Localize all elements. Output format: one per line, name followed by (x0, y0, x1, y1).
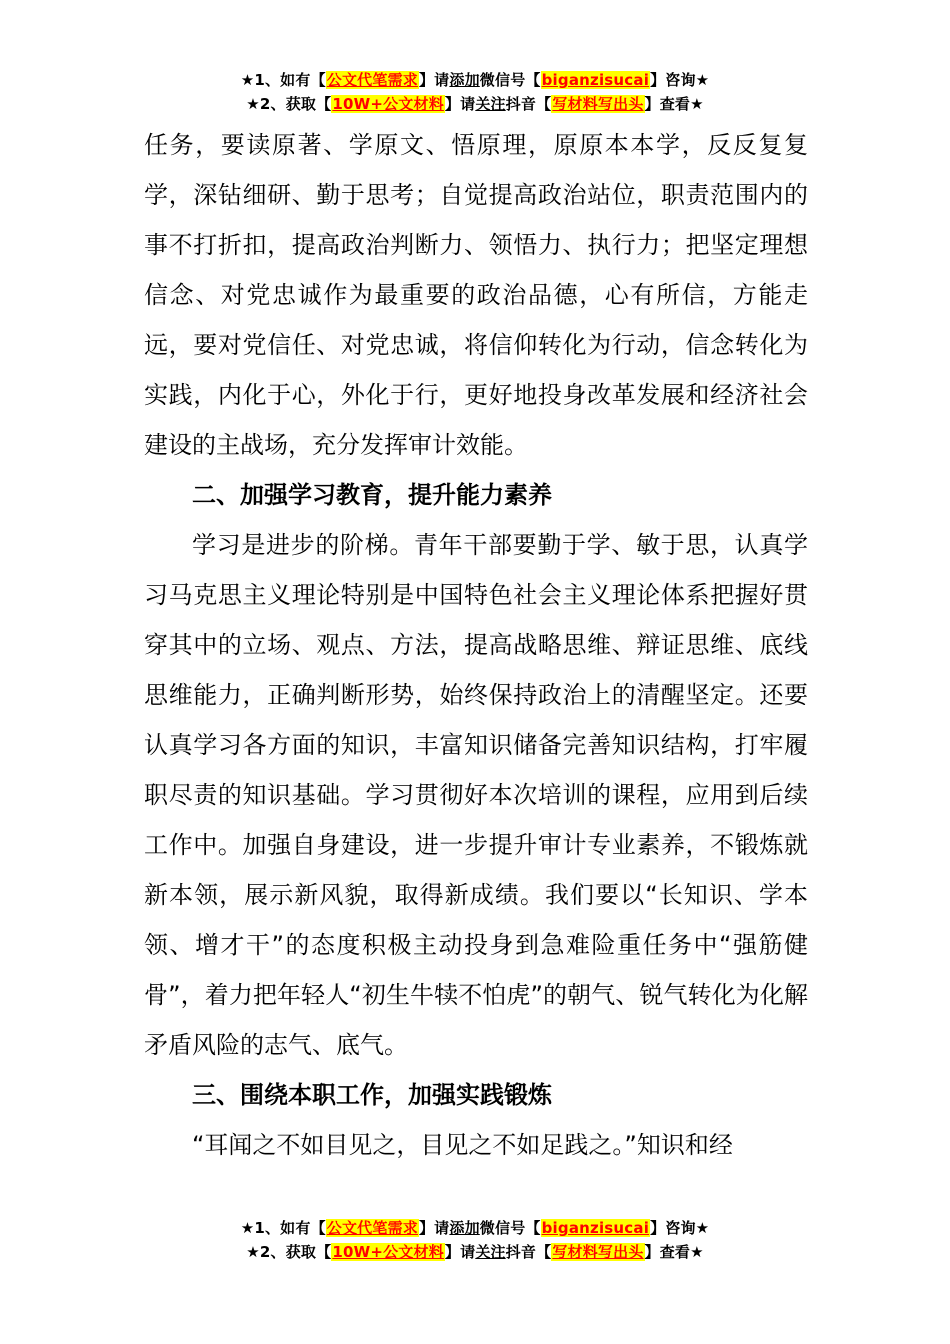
promo-underline-follow: 关注 (475, 1243, 506, 1261)
promo-text: 】咨询★ (650, 1219, 710, 1237)
promo-text: 】请 (418, 1219, 450, 1237)
promo-text: 】请 (444, 1243, 476, 1261)
promo-underline-follow: 关注 (475, 95, 506, 113)
promo-text: 抖音【 (505, 1243, 552, 1261)
promo-text: ★2、获取【 (246, 1243, 332, 1261)
promo-text: 】请 (418, 71, 450, 89)
promo-line-1 (0, 1216, 950, 1240)
promo-text: 微信号【 (479, 1219, 541, 1237)
promo-underline-add: 添加 (449, 1219, 480, 1237)
promo-underline-add: 添加 (449, 71, 480, 89)
promo-text: 】请 (444, 95, 476, 113)
paragraph-learning: 学习是进步的阶梯。青年干部要勤于学、敏于思，认真学习马克思主义理论特别是中国特色社会主义理论体系把握好贯穿其中的立场、观点、方法，提高战略思维、辩证思维、底线思维能力，正确判断形势，始终保持政治上的清醒坚定。还要认真学习各方面的知识，丰富知识储备完善知识结构，打牢履职尽责的知识基础。学习贯彻好本次培训的课程，应用到后续工作中。加强自身建设，进一步提升审计专业素养，不锻炼就新本领，展示新风貌，取得新成绩。我们要以“长知识、学本领、增才干”的态度积极主动投身到急难险重任务中“强筋健骨”，着力把年轻人“初生牛犊不怕虎”的朝气、锐气转化为化解矛盾风险的志气、底气。 (144, 531, 808, 1059)
promo-text: 】咨询★ (650, 71, 710, 89)
promo-line-2 (0, 1240, 950, 1264)
promo-highlight-service: 公文代笔需求 (326, 71, 418, 89)
promo-highlight-materials: 10W+公文材料 (332, 1243, 444, 1261)
promo-highlight-wechat-id: biganzisucai (541, 71, 650, 89)
promo-text: 抖音【 (505, 95, 552, 113)
promo-banner-top (0, 68, 950, 116)
promo-text: 】查看★ (644, 1243, 704, 1261)
document-body (144, 120, 808, 1170)
promo-highlight-service: 公文代笔需求 (326, 1219, 418, 1237)
section-heading-2: 二、加强学习教育，提升能力素养 (192, 481, 552, 509)
promo-text: ★1、如有【 (240, 71, 326, 89)
promo-line-2 (0, 92, 950, 116)
section-heading-3: 三、围绕本职工作，加强实践锻炼 (192, 1081, 552, 1109)
promo-banner-bottom (0, 1216, 950, 1264)
promo-line-1 (0, 68, 950, 92)
promo-highlight-wechat-id: biganzisucai (541, 1219, 650, 1237)
promo-highlight-douyin: 写材料写出头 (552, 95, 644, 113)
promo-highlight-douyin: 写材料写出头 (552, 1243, 644, 1261)
promo-text: ★2、获取【 (246, 95, 332, 113)
paragraph-continued: 任务，要读原著、学原文、悟原理，原原本本学，反反复复学，深钻细研、勤于思考；自觉提高政治站位，职责范围内的事不打折扣，提高政治判断力、领悟力、执行力；把坚定理想信念、对党忠诚作为最重要的政治品德，心有所信，方能走远，要对党信任、对党忠诚，将信仰转化为行动，信念转化为实践，内化于心，外化于行，更好地投身改革发展和经济社会建设的主战场，充分发挥审计效能。 (144, 131, 808, 459)
paragraph-practice: “耳闻之不如目见之，目见之不如足践之。”知识和经 (192, 1131, 733, 1159)
promo-highlight-materials: 10W+公文材料 (332, 95, 444, 113)
promo-text: 微信号【 (479, 71, 541, 89)
promo-text: ★1、如有【 (240, 1219, 326, 1237)
promo-text: 】查看★ (644, 95, 704, 113)
